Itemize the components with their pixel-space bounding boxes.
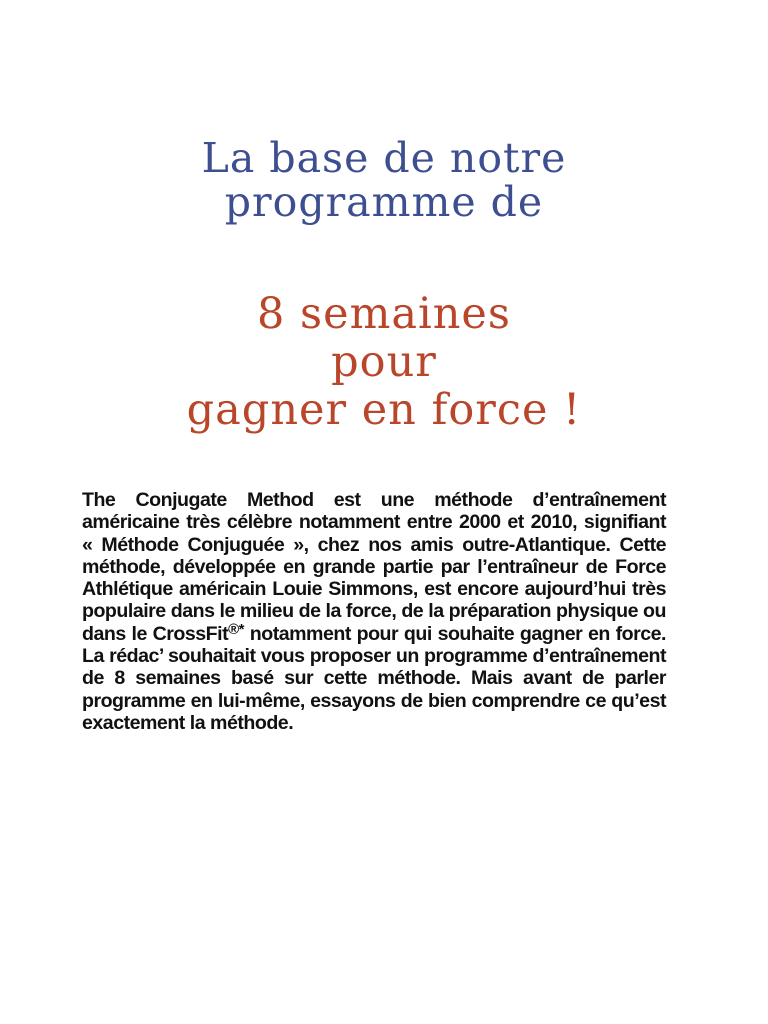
subtitle-line-3: gagner en force ! <box>186 385 582 435</box>
title-line-1: La base de notre <box>201 134 567 182</box>
title-line-2: programme de <box>224 178 544 226</box>
subtitle-line-2: pour <box>331 337 437 387</box>
intro-text-part-2: notamment pour qui souhaite gagner en force. La rédac’ souhaitait vous proposer un programme d’entraînement de 8 semaines basé sur cette méthode. Mais avant de parler programme en lui-même, essayons de bien comprendre ce qu’est exactement la méthode. <box>82 622 666 734</box>
page-title <box>0 136 768 224</box>
page-subtitle <box>0 290 768 434</box>
intro-paragraph <box>82 489 666 734</box>
trademark-mark: ®* <box>228 620 244 638</box>
intro-text-part-1: The Conjugate Method est une méthode d’entraînement américaine très célèbre notamment entre 2000 et 2010, signifiant « Méthode Conjuguée », chez nos amis outre-Atlantique. Cette méthode, développée en grande partie par l’entraîneur de Force Athlétique américain Louie Simmons, est encore aujourd’hui très populaire dans le milieu de la force, de la préparation physique ou dans le CrossFit <box>82 489 666 645</box>
subtitle-line-1: 8 semaines <box>257 289 511 339</box>
